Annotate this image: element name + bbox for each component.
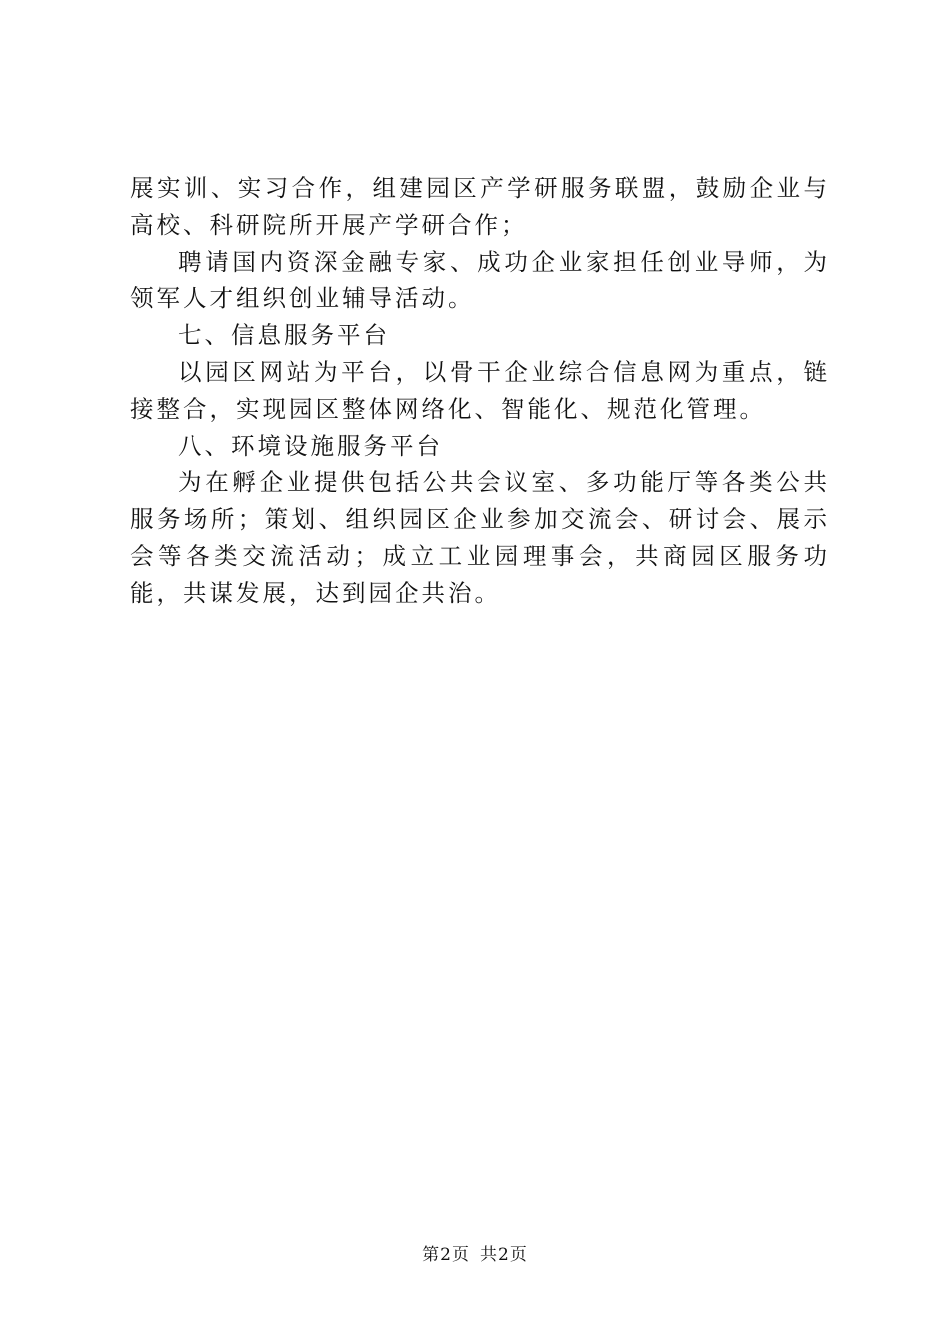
paragraph-info-platform: 以园区网站为平台，以骨干企业综合信息网为重点，链接整合，实现园区整体网络化、智能化、规范化管理。	[130, 357, 830, 423]
paragraph-mentors: 聘请国内资深金融专家、成功企业家担任创业导师，为领军人才组织创业辅导活动。	[130, 247, 830, 313]
document-body	[130, 170, 830, 612]
paragraph-environment-platform: 为在孵企业提供包括公共会议室、多功能厅等各类公共服务场所；策划、组织园区企业参加交流会、研讨会、展示会等各类交流活动；成立工业园理事会，共商园区服务功能，共谋发展，达到园企共治。	[130, 468, 830, 607]
section-heading-environment-platform: 八、环境设施服务平台	[178, 431, 443, 460]
paragraph-continuation: 展实训、实习合作，组建园区产学研服务联盟，鼓励企业与高校、科研院所开展产学研合作；	[130, 174, 830, 239]
page-total: 共2页	[480, 1245, 528, 1265]
section-heading-info-platform: 七、信息服务平台	[178, 321, 390, 350]
page-number: 第2页	[422, 1245, 470, 1265]
page-footer	[0, 1240, 950, 1265]
